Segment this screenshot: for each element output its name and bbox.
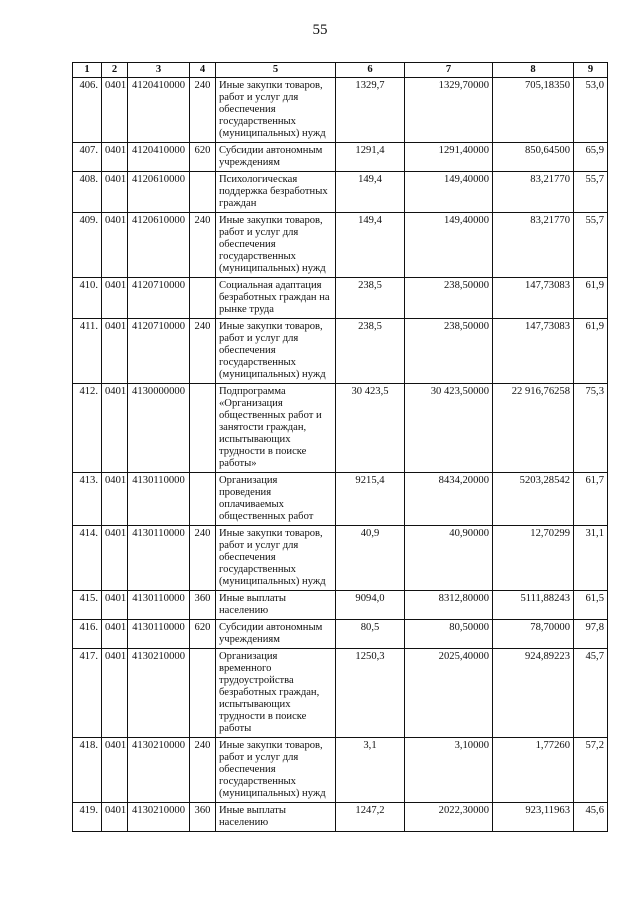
row-number: 411.: [73, 319, 102, 384]
section-code: 0401: [102, 278, 128, 319]
target-article-code: 4120410000: [128, 143, 190, 172]
target-article-code: 4130110000: [128, 526, 190, 591]
row-number: 417.: [73, 649, 102, 738]
budget-list-amount: 149,40000: [405, 172, 493, 213]
executed-amount: 850,64500: [493, 143, 574, 172]
item-name: Иные выплаты населению: [216, 591, 336, 620]
execution-percent: 61,5: [574, 591, 608, 620]
row-number: 419.: [73, 803, 102, 832]
execution-percent: 53,0: [574, 78, 608, 143]
budget-list-amount: 80,50000: [405, 620, 493, 649]
item-name: Иные выплаты населению: [216, 803, 336, 832]
target-article-code: 4130210000: [128, 803, 190, 832]
executed-amount: 924,89223: [493, 649, 574, 738]
target-article-code: 4120710000: [128, 278, 190, 319]
approved-amount: 149,4: [336, 213, 405, 278]
column-header: 4: [190, 63, 216, 78]
executed-amount: 83,21770: [493, 172, 574, 213]
section-code: 0401: [102, 143, 128, 172]
expense-type-code: 240: [190, 738, 216, 803]
approved-amount: 1291,4: [336, 143, 405, 172]
target-article-code: 4120610000: [128, 172, 190, 213]
table-row: [73, 803, 608, 832]
column-header: 7: [405, 63, 493, 78]
table-row: [73, 319, 608, 384]
table-row: [73, 143, 608, 172]
row-number: 406.: [73, 78, 102, 143]
section-code: 0401: [102, 803, 128, 832]
approved-amount: 1247,2: [336, 803, 405, 832]
column-header: 6: [336, 63, 405, 78]
row-number: 414.: [73, 526, 102, 591]
execution-percent: 61,7: [574, 473, 608, 526]
budget-list-amount: 40,90000: [405, 526, 493, 591]
column-header: 3: [128, 63, 190, 78]
item-name: Иные закупки товаров, работ и услуг для обеспечения государственных (муниципальных) нужд: [216, 526, 336, 591]
item-name: Организация проведения оплачиваемых общественных работ: [216, 473, 336, 526]
expense-type-code: 240: [190, 213, 216, 278]
item-name: Социальная адаптация безработных граждан на рынке труда: [216, 278, 336, 319]
execution-percent: 55,7: [574, 172, 608, 213]
approved-amount: 238,5: [336, 319, 405, 384]
table-row: [73, 172, 608, 213]
table-row: [73, 649, 608, 738]
section-code: 0401: [102, 78, 128, 143]
item-name: Иные закупки товаров, работ и услуг для обеспечения государственных (муниципальных) нужд: [216, 319, 336, 384]
item-name: Организация временного трудоустройства безработных граждан, испытывающих трудности в поиске работы: [216, 649, 336, 738]
budget-list-amount: 2022,30000: [405, 803, 493, 832]
section-code: 0401: [102, 473, 128, 526]
page-number: 55: [312, 22, 328, 38]
expense-type-code: [190, 473, 216, 526]
budget-list-amount: 3,10000: [405, 738, 493, 803]
budget-list-amount: 30 423,50000: [405, 384, 493, 473]
expense-type-code: 620: [190, 143, 216, 172]
execution-percent: 55,7: [574, 213, 608, 278]
budget-list-amount: 8312,80000: [405, 591, 493, 620]
section-code: 0401: [102, 526, 128, 591]
row-number: 413.: [73, 473, 102, 526]
table-row: [73, 78, 608, 143]
table-row: [73, 738, 608, 803]
target-article-code: 4120610000: [128, 213, 190, 278]
table-body: [73, 78, 608, 832]
target-article-code: 4130110000: [128, 620, 190, 649]
budget-list-amount: 238,50000: [405, 319, 493, 384]
expense-type-code: [190, 172, 216, 213]
approved-amount: 149,4: [336, 172, 405, 213]
approved-amount: 9094,0: [336, 591, 405, 620]
section-code: 0401: [102, 213, 128, 278]
table-row: [73, 213, 608, 278]
expense-type-code: [190, 278, 216, 319]
section-code: 0401: [102, 384, 128, 473]
executed-amount: 147,73083: [493, 278, 574, 319]
column-header: 2: [102, 63, 128, 78]
table-row: [73, 473, 608, 526]
section-code: 0401: [102, 738, 128, 803]
executed-amount: 5203,28542: [493, 473, 574, 526]
expense-type-code: 240: [190, 78, 216, 143]
execution-percent: 31,1: [574, 526, 608, 591]
target-article-code: 4130000000: [128, 384, 190, 473]
executed-amount: 83,21770: [493, 213, 574, 278]
approved-amount: 1250,3: [336, 649, 405, 738]
budget-list-amount: 2025,40000: [405, 649, 493, 738]
execution-percent: 61,9: [574, 278, 608, 319]
expense-type-code: 240: [190, 319, 216, 384]
section-code: 0401: [102, 172, 128, 213]
row-number: 416.: [73, 620, 102, 649]
execution-percent: 45,7: [574, 649, 608, 738]
table-row: [73, 384, 608, 473]
expense-type-code: 240: [190, 526, 216, 591]
target-article-code: 4120410000: [128, 78, 190, 143]
item-name: Иные закупки товаров, работ и услуг для обеспечения государственных (муниципальных) нужд: [216, 738, 336, 803]
column-header: 9: [574, 63, 608, 78]
executed-amount: 12,70299: [493, 526, 574, 591]
section-code: 0401: [102, 620, 128, 649]
executed-amount: 705,18350: [493, 78, 574, 143]
execution-percent: 65,9: [574, 143, 608, 172]
budget-list-amount: 1291,40000: [405, 143, 493, 172]
target-article-code: 4130110000: [128, 473, 190, 526]
budget-list-amount: 8434,20000: [405, 473, 493, 526]
approved-amount: 40,9: [336, 526, 405, 591]
executed-amount: 1,77260: [493, 738, 574, 803]
execution-percent: 61,9: [574, 319, 608, 384]
execution-percent: 75,3: [574, 384, 608, 473]
executed-amount: 78,70000: [493, 620, 574, 649]
row-number: 418.: [73, 738, 102, 803]
section-code: 0401: [102, 649, 128, 738]
item-name: Психологическая поддержка безработных граждан: [216, 172, 336, 213]
table-row: [73, 620, 608, 649]
row-number: 408.: [73, 172, 102, 213]
section-code: 0401: [102, 319, 128, 384]
target-article-code: 4130210000: [128, 649, 190, 738]
row-number: 410.: [73, 278, 102, 319]
expense-type-code: [190, 384, 216, 473]
approved-amount: 80,5: [336, 620, 405, 649]
header-row: [73, 63, 608, 78]
expense-type-code: 360: [190, 803, 216, 832]
item-name: Иные закупки товаров, работ и услуг для обеспечения государственных (муниципальных) нужд: [216, 78, 336, 143]
table-row: [73, 278, 608, 319]
approved-amount: 1329,7: [336, 78, 405, 143]
budget-list-amount: 149,40000: [405, 213, 493, 278]
approved-amount: 3,1: [336, 738, 405, 803]
execution-percent: 45,6: [574, 803, 608, 832]
approved-amount: 30 423,5: [336, 384, 405, 473]
item-name: Субсидии автономным учреждениям: [216, 143, 336, 172]
budget-list-amount: 1329,70000: [405, 78, 493, 143]
approved-amount: 238,5: [336, 278, 405, 319]
target-article-code: 4130110000: [128, 591, 190, 620]
section-code: 0401: [102, 591, 128, 620]
item-name: Иные закупки товаров, работ и услуг для обеспечения государственных (муниципальных) нужд: [216, 213, 336, 278]
row-number: 412.: [73, 384, 102, 473]
table-row: [73, 591, 608, 620]
expense-type-code: 620: [190, 620, 216, 649]
target-article-code: 4130210000: [128, 738, 190, 803]
column-header: 1: [73, 63, 102, 78]
row-number: 409.: [73, 213, 102, 278]
budget-list-amount: 238,50000: [405, 278, 493, 319]
execution-percent: 97,8: [574, 620, 608, 649]
executed-amount: 923,11963: [493, 803, 574, 832]
executed-amount: 5111,88243: [493, 591, 574, 620]
item-name: Подпрограмма «Организация общественных работ и занятости граждан, испытывающих трудности в поиске работы»: [216, 384, 336, 473]
row-number: 407.: [73, 143, 102, 172]
execution-percent: 57,2: [574, 738, 608, 803]
table-row: [73, 526, 608, 591]
budget-table: [72, 62, 608, 832]
column-header: 8: [493, 63, 574, 78]
row-number: 415.: [73, 591, 102, 620]
item-name: Субсидии автономным учреждениям: [216, 620, 336, 649]
executed-amount: 147,73083: [493, 319, 574, 384]
approved-amount: 9215,4: [336, 473, 405, 526]
expense-type-code: 360: [190, 591, 216, 620]
target-article-code: 4120710000: [128, 319, 190, 384]
column-header: 5: [216, 63, 336, 78]
executed-amount: 22 916,76258: [493, 384, 574, 473]
expense-type-code: [190, 649, 216, 738]
